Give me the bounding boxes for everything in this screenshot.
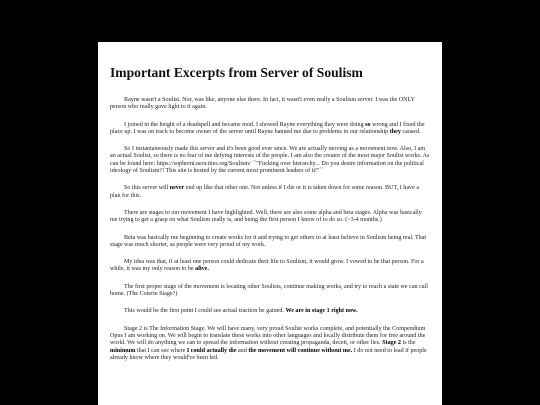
text-run: So I instantaneously made this server and it's been good ever since. We are actually moving as a movement now. Also, I am an actual Soulist, so there is no fear of me defying interests of the people. I am also the creator of the most major Soulist works. As can be found here: https://sophreni.neocities.org/Soulism/ ``"Fucking over hierarchy... Do you desire information on the political ideology of Soulism?! This site is hosted by the current most prominent leaders of it!"`` [110, 146, 430, 175]
text-run: This would be the first point I could see actual traction be gained. [124, 308, 286, 315]
text-run: I do not need to lead if people already know where they would've been led. [110, 347, 427, 361]
page-title: Important Excerpts from Server of Soulism [110, 65, 363, 80]
paragraph [110, 326, 430, 362]
text-run: My idea was that, if at least one person could dedicate their life to Soulism, it would grow. I vowed to be that person. For a while, it was my only reason to be [110, 259, 424, 273]
text-run: is the [400, 340, 416, 347]
bold-text: Stage 2 [382, 340, 401, 347]
bold-text: minimum [110, 347, 136, 354]
paragraph [110, 122, 430, 137]
text-run: There are stages to our movement I have highlighted. Well, there are also some alpha and beta stages. Alpha was basically me trying to get a grasp on what Soulism really is, and being the first person I know of to do so. (~3-4 months.) [110, 209, 422, 224]
text-run: The first proper stage of the movement is locating other Soulists, continue making works, and try to reach a state we can call home. (The Coterie Stage?) [110, 283, 428, 298]
text-run: Beta was basically me beginning to create works for it and trying to get others to at least believe in Soulism being real. That stage was much shorter, as people were very proud of my work. [110, 234, 427, 248]
document-body [110, 97, 430, 362]
paragraph [110, 210, 430, 225]
text-run: caused. [400, 128, 421, 135]
text-run: and [236, 347, 249, 354]
text-run: that I can see where [135, 347, 187, 354]
bold-text: so [365, 121, 371, 128]
text-run: end up like that other one. Not unless if I die or it is taken down for some reason. BUT, I have a plan for this. [110, 185, 420, 199]
paragraph [110, 235, 430, 250]
text-run: Rayne wasn't a Soulist. Nor, was like, anyone else there. In fact, it wasn't even really a Soulism server. I was the ONLY person who really gave light to it again. [110, 97, 415, 111]
text-run: So this server will [124, 185, 170, 192]
text-run: I joined in the height of a deadspell and became mod. I showed Rayne everything they were doing [124, 121, 366, 128]
paragraph [110, 284, 430, 299]
text-run: wrong and I fixed the place up. I was on track to become owner of the server until Rayne banned me due to problems in our relationship [110, 121, 425, 135]
paragraph [110, 146, 430, 175]
text-run: Stage 2 is The Information Stage. We will have many, very proud Soulist works complete, and potentially the Compendium Opus I am working on. We will begin to translate these works into other languages and locally distribute them for free around the world. We will do anything we can to spread the information without creating propaganda, deceit, or other lies. [110, 325, 426, 347]
paragraph [110, 259, 430, 274]
bold-text: alive. [195, 266, 209, 273]
paragraph [110, 185, 430, 200]
bold-text: I could actually die [186, 347, 237, 354]
document-page [98, 42, 442, 405]
bold-text: We are in stage 1 right now. [285, 308, 358, 315]
bold-text: the movement will continue without me. [248, 347, 353, 354]
paragraph [110, 308, 430, 315]
paragraph [110, 97, 430, 112]
bold-text: they [389, 128, 401, 135]
bold-text: never [169, 185, 185, 192]
